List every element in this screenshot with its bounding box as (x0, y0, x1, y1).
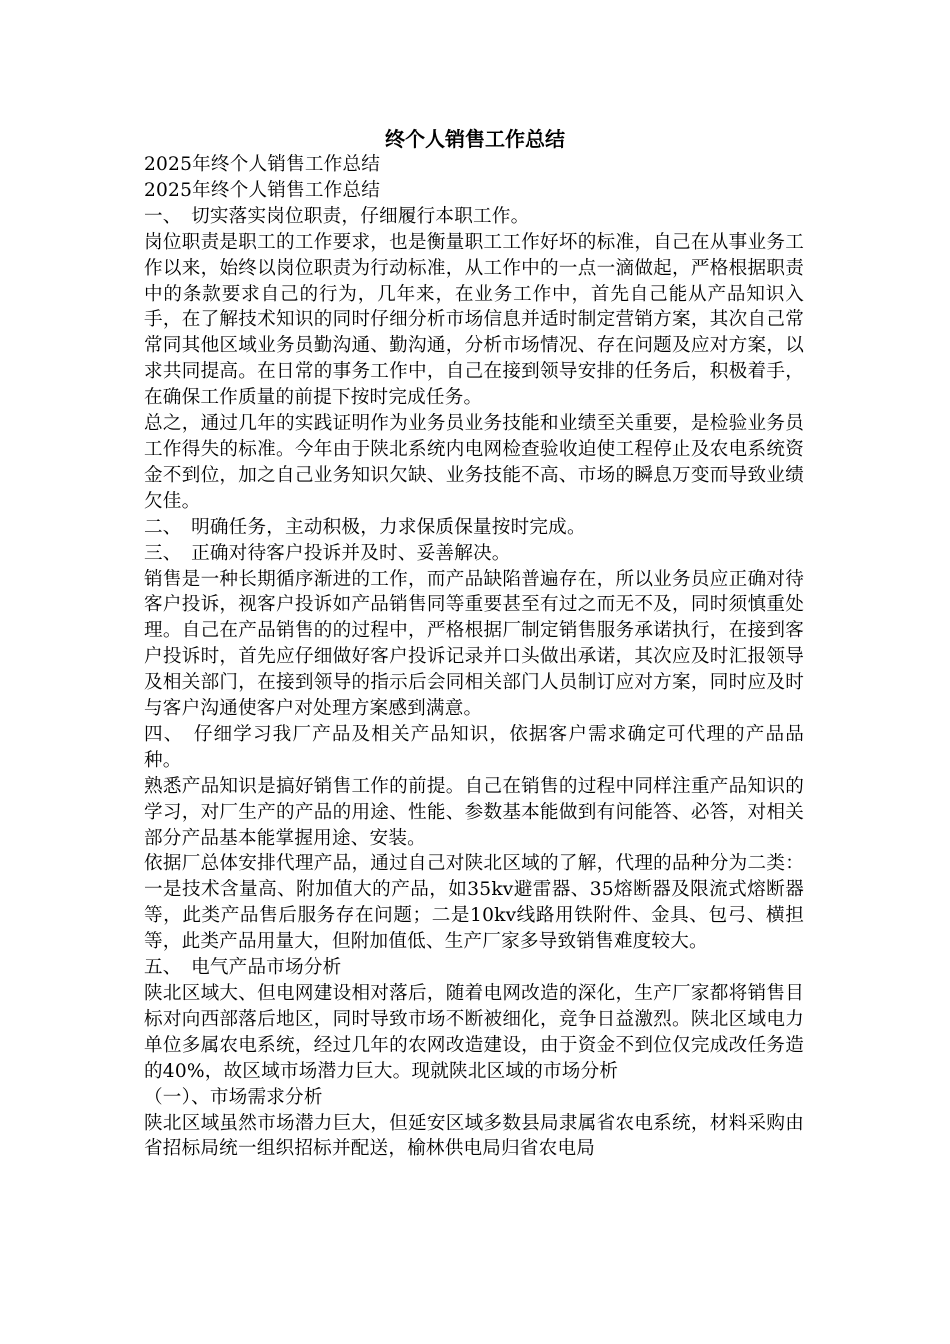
section-heading-3: 三、 正确对待客户投诉并及时、妥善解决。 (144, 542, 511, 564)
paragraph: 陕北区域大、但电网建设相对落后，随着电网改造的深化，生产厂家都将销售目标对向西部落后地区，同时导致市场不断被细化，竞争日益激烈。陕北区域电力单位多属农电系统，经过几年的农网改造建设，由于资金不到位仅完成改任务造的40%，故区域市场潜力巨大。现就陕北区域的市场分析 (144, 983, 804, 1082)
section-heading-1: 一、 切实落实岗位职责，仔细履行本职工作。 (144, 205, 530, 227)
document-body (144, 152, 804, 1162)
paragraph: 岗位职责是职工的工作要求，也是衡量职工工作好坏的标准，自己在从事业务工作以来，始终以岗位职责为行动标准，从工作中的一点一滴做起，严格根据职责中的条款要求自己的行为，几年来，在业务工作中，首先自己能从产品知识入手，在了解技术知识的同时仔细分析市场信息并适时制定营销方案，其次自己常常同其他区域业务员勤沟通、勤沟通，分析市场情况、存在问题及应对方案，以求共同提高。在日常的事务工作中，自己在接到领导安排的任务后，积极着手，在确保工作质量的前提下按时完成任务。 (144, 231, 804, 409)
section-heading-4: 四、 仔细学习我厂产品及相关产品知识，依据客户需求确定可代理的产品品种。 (144, 723, 804, 771)
paragraph: 陕北区域虽然市场潜力巨大，但延安区域多数县局隶属省农电系统，材料采购由省招标局统一组织招标并配送，榆林供电局归省农电局 (144, 1112, 804, 1160)
paragraph: 销售是一种长期循序渐进的工作，而产品缺陷普遍存在，所以业务员应正确对待客户投诉，视客户投诉如产品销售同等重要甚至有过之而无不及，同时须慎重处理。自己在产品销售的的过程中，严格根据厂制定销售服务承诺执行，在接到客户投诉时，首先应仔细做好客户投诉记录并口头做出承诺，其次应及时汇报领导及相关部门，在接到领导的指示后会同相关部门人员制订应对方案，同时应及时与客户沟通使客户对处理方案感到满意。 (144, 568, 804, 720)
paragraph: 总之，通过几年的实践证明作为业务员业务技能和业绩至关重要，是检验业务员工作得失的标准。今年由于陕北系统内电网检查验收迫使工程停止及农电系统资金不到位，加之自己业务知识欠缺、业务技能不高、市场的瞬息万变而导致业绩欠佳。 (144, 413, 804, 512)
subsection-heading: （一）、市场需求分析 (144, 1086, 323, 1108)
paragraph-subtitle-2: 2025年终个人销售工作总结 (144, 179, 381, 201)
document-title: 终个人销售工作总结 (385, 127, 565, 151)
section-heading-2: 二、 明确任务，主动积极，力求保质保量按时完成。 (144, 516, 586, 538)
paragraph-subtitle-1: 2025年终个人销售工作总结 (144, 154, 381, 175)
paragraph: 熟悉产品知识是搞好销售工作的前提。自己在销售的过程中同样注重产品知识的学习，对厂生产的产品的用途、性能、参数基本能做到有问能答、必答，对相关部分产品基本能掌握用途、安装。 (144, 775, 804, 849)
paragraph: 依据厂总体安排代理产品，通过自己对陕北区域的了解，代理的品种分为二类：一是技术含量高、附加值大的产品，如35kv避雷器、35熔断器及限流式熔断器等，此类产品售后服务存在问题；二是10kv线路用铁附件、金具、包弓、横担等，此类产品用量大，但附加值低、生产厂家多导致销售难度较大。 (144, 853, 804, 953)
section-heading-5: 五、 电气产品市场分析 (144, 957, 342, 979)
